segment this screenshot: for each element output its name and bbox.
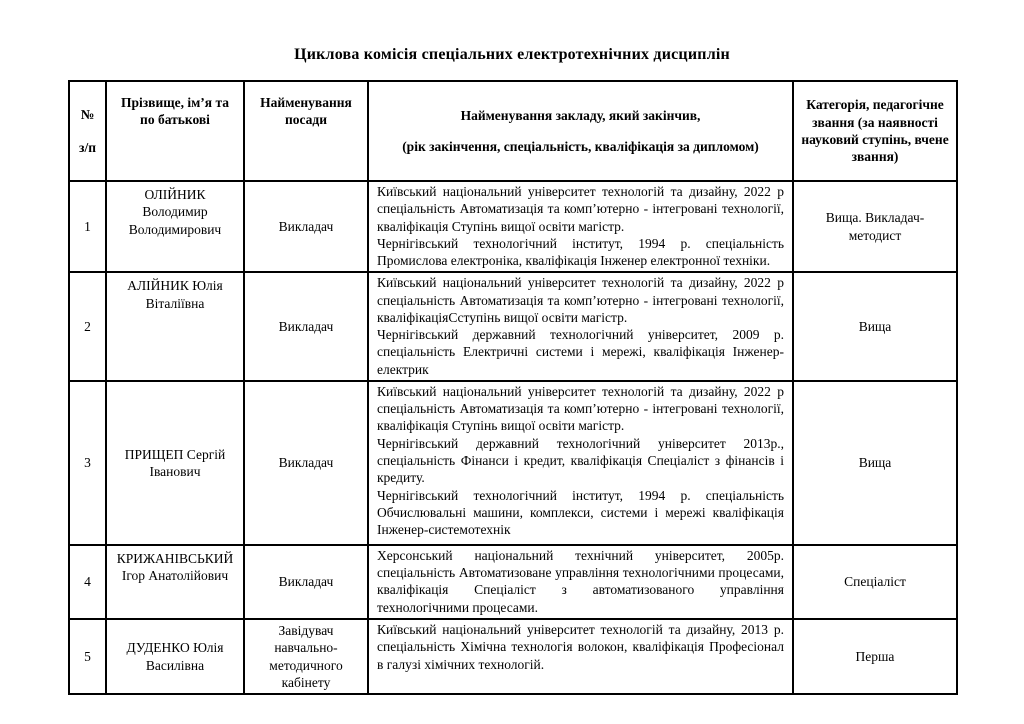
cell-education [368, 381, 793, 545]
education-entry: Київський національний університет технологій та дизайну, 2013 р. спеціальність Хімічна технологія волокон, кваліфікація Професіонал в галузі хімічних технологій. [377, 621, 784, 672]
cell-education [368, 619, 793, 694]
cell-num: 4 [69, 545, 106, 619]
cell-num: 2 [69, 272, 106, 381]
cell-category: Спеціаліст [793, 545, 957, 619]
cell-position: Викладач [244, 545, 368, 619]
cell-num: 1 [69, 181, 106, 272]
cell-position: Викладач [244, 272, 368, 381]
cell-category: Перша [793, 619, 957, 694]
table-row [69, 619, 957, 694]
cell-name: ОЛІЙНИК Володимир Володимирович [106, 181, 244, 272]
education-entry: Чернігівський державний технологічний університет 2013р., спеціальність Фінанси і кредит, кваліфікація Спеціаліст з фінансів і кредиту. [377, 435, 784, 486]
table-row [69, 181, 957, 272]
table-row [69, 272, 957, 381]
education-entry: Київський національний університет технологій та дизайну, 2022 р спеціальність Автоматизація та комп’ютерно - інтегровані технології, кваліфікація Ступінь вищої освіти магістр. [377, 184, 784, 234]
header-num-line1: № [80, 106, 95, 122]
cell-name: КРИЖАНІВСЬКИЙ Ігор Анатолійович [106, 545, 244, 619]
header-row [69, 81, 957, 181]
cell-name: ДУДЕНКО Юлія Василівна [106, 619, 244, 694]
header-institution [368, 81, 793, 181]
education-entry: Київський національний університет технологій та дизайну, 2022 р спеціальність Автоматизація та комп’ютерно - інтегровані технології, кваліфікація Ступінь вищої освіти магістр. [377, 383, 784, 434]
header-num [69, 81, 106, 181]
header-category: Категорія, педагогічне звання (за наявності науковий ступінь, вчене звання) [793, 81, 957, 181]
table-row [69, 381, 957, 545]
cell-education [368, 545, 793, 619]
staff-table [68, 80, 958, 695]
header-position: Найменування посади [244, 81, 368, 181]
cell-num: 3 [69, 381, 106, 545]
education-entry: Чернігівський технологічний інститут, 1994 р. спеціальність Промислова електроніка, кваліфікація Інженер електронної техніки. [377, 235, 784, 269]
education-entry: Чернігівський державний технологічний університет, 2009 р. спеціальність Електричні системи і мережі, кваліфікація Інженер-електрик [377, 327, 784, 377]
table-row [69, 545, 957, 619]
cell-position: Викладач [244, 381, 368, 545]
header-institution-line2: (рік закінчення, спеціальність, кваліфікація за дипломом) [402, 139, 759, 154]
cell-category: Вища. Викладач-методист [793, 181, 957, 272]
header-institution-line1: Найменування закладу, який закінчив, [460, 107, 701, 123]
cell-category: Вища [793, 381, 957, 545]
page-title: Циклова комісія спеціальних електротехнічних дисциплін [294, 46, 730, 63]
cell-num: 5 [69, 619, 106, 694]
header-num-line2: з/п [79, 140, 96, 155]
education-entry: Чернігівський технологічний інститут, 1994 р. спеціальність Обчислювальні машини, комплекси, системи і мережі кваліфікація Інженер-системотехнік [377, 487, 784, 538]
cell-name: АЛІЙНИК Юлія Віталіївна [106, 272, 244, 381]
cell-position: Завідувач навчально-методичного кабінету [244, 619, 368, 694]
education-entry: Херсонський національний технічний університет, 2005р. спеціальність Автоматизоване управління технологічними процесами, кваліфікація Спеціаліст з автоматизованого управління технологічними процесами. [377, 547, 784, 615]
header-name: Прізвище, ім’я та по батькові [106, 81, 244, 181]
cell-education [368, 272, 793, 381]
cell-category: Вища [793, 272, 957, 381]
cell-name: ПРИЩЕП Сергій Іванович [106, 381, 244, 545]
education-entry: Київський національний університет технологій та дизайну, 2022 р спеціальність Автоматизація та комп’ютерно - інтегровані технології, кваліфікаціяСступінь вищої освіти магістр. [377, 275, 784, 325]
cell-education [368, 181, 793, 272]
cell-position: Викладач [244, 181, 368, 272]
